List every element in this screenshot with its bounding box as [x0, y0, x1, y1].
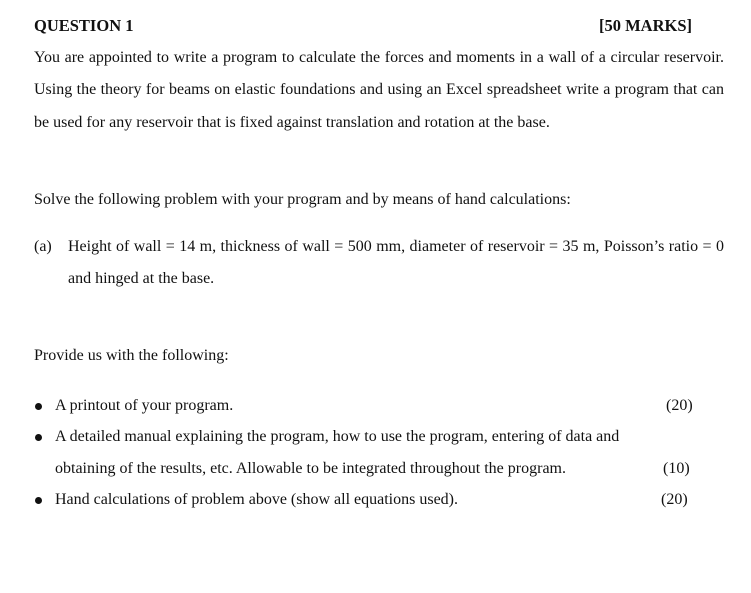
deliverable-text: Hand calculations of problem above (show all equations used).: [55, 491, 458, 508]
deliverable-marks: (20): [661, 491, 688, 508]
bullet-icon: [35, 434, 42, 441]
item-a-text: Height of wall = 14 m, thickness of wall = 500 mm, diameter of reservoir = 35 m, Poisson’s ratio = 0 and hinged at the base.: [68, 238, 724, 287]
item-a-label: (a): [34, 238, 52, 255]
deliverable-text-line1: A detailed manual explaining the program, how to use the program, entering of data and: [55, 428, 620, 445]
deliverable-marks: (10): [663, 459, 690, 477]
intro-paragraph: You are appointed to write a program to calculate the forces and moments in a wall of a circular reservoir. Using the theory for beams on elastic foundations and using an Excel spreadsheet write a program that can be used for any reservoir that is fixed against translation and rotation at the base.: [34, 49, 724, 131]
bullet-icon: [35, 403, 42, 410]
question-header: [34, 16, 692, 36]
deliverable-marks: (20): [666, 397, 693, 414]
provide-heading: Provide us with the following:: [34, 347, 229, 364]
question-title: QUESTION 1: [34, 16, 134, 35]
instruction-paragraph: Solve the following problem with your program and by means of hand calculations:: [34, 191, 571, 208]
deliverable-text: A printout of your program.: [55, 397, 234, 414]
deliverable-text-line2: obtaining of the results, etc. Allowable to be integrated throughout the program.: [55, 459, 566, 477]
bullet-icon: [35, 497, 42, 504]
question-marks: [50 MARKS]: [598, 16, 692, 35]
